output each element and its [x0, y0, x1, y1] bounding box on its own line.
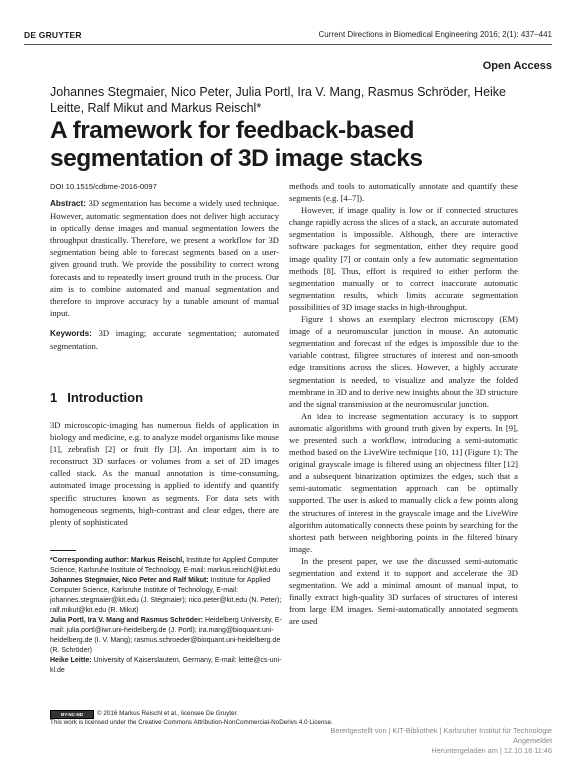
article-title: A framework for feedback-based segmentation of 3D image stacks [50, 117, 423, 172]
keywords-label: Keywords: [50, 328, 92, 338]
footnote: Johannes Stegmaier, Nico Peter and Ralf Mikut: Institute for Applied Computer Science, Karlsruhe Institute of Technology, E-mail: johannes.stegmaier@kit.edu (J. Stegmaier); nico.peter@kit.edu (N. Peter); ralf.mikut@kit.edu (R. Mikut) [50, 577, 282, 614]
download-stamp [232, 726, 552, 756]
doi: DOI 10.1515/cdbme-2016-0097 [50, 182, 157, 191]
abstract-label: Abstract: [50, 199, 86, 208]
right-column [289, 180, 518, 627]
intro-column [50, 419, 279, 528]
body-paragraph: However, if image quality is low or if connected structures change rapidly across the slices of a stack, an accurate automated segmentation is impossible. Although, there are interactive software packages for segmentation, either they require good image quality [7] or contain only a few automatic segmentation methods [8]. Thus, effort is required to either perform the segmentation manually or to correct inaccurate automatic segmentation results, which limits accurate segmentation possibilities of 3D image stacks in high-throughput. [289, 205, 518, 312]
header-divider [24, 44, 552, 45]
license-notice [50, 710, 350, 728]
footnotes [50, 556, 282, 676]
section-number: 1 [50, 390, 58, 405]
keywords-text: 3D imaging; accurate segmentation; automated segmentation. [50, 327, 279, 352]
publisher-name: DE GRUYTER [24, 30, 82, 40]
footnote-divider [50, 550, 76, 551]
abstract [50, 197, 279, 319]
journal-citation: Current Directions in Biomedical Engineering 2016; 2(1): 437–441 [318, 30, 552, 39]
body-paragraph: methods and tools to automatically annotate and quantify these segments (e.g. [4–7]). [289, 181, 518, 204]
body-paragraph: Figure 1 shows an exemplary electron microscopy (EM) image of a neuromuscular junction in mouse. An automatic segmentation and forecast of the edges is impossible due to the variable contrast, filigree structures of interest and non-smooth edge transitions across the slices. However, a highly accurate segmentation is needed, to visualize and analyze the folded membrane in 3D and to derive new insights about the 3D structure and the signal transmission at the neuromuscular junction. [289, 314, 518, 409]
footnote: Julia Portl, Ira V. Mang and Rasmus Schröder: Heidelberg University, E-mail: julia.portl@iwr.uni-heidelberg.de (J. Portl); ira.mang@bioquant.uni-heidelberg.de (I. V. Mang); rasmus.schroeder@bioquant.uni-heidelberg.de (R. Schröder) [50, 617, 282, 654]
body-paragraph: An idea to increase segmentation accuracy is to support automatic algorithms with ground truth given by experts. In [9], we presented such a workflow, introducing a semi-automatic method based on the LiveWire technique [10, 11] (Figure 1): The original grayscale image is filtered using an objectness filter [12] and a subsequent binarization optimizes the edges, such that a semi-automatic segmentation approach can be optimally supported. The user is asked to manually click a few points along the structures of interest in the grayscale image and the LiveWire algorithm automatically connects these points by searching for the shortest path between neighboring points in the filtered binary image. [289, 410, 518, 554]
keywords [50, 327, 279, 352]
cc-license-icon: BY-NC-ND [50, 710, 94, 719]
intro-paragraph: 3D microscopic-imaging has numerous fields of application in biology and medicine, e.g. to analyze model organisms like mouse [1], zebrafish [2] or fruit fly [3]. An important aim is to reconstruct 3D surfaces or volumes from a set of 2D images called stack. As the manual annotation is time-consuming, automated image processing is applied to identify and quantify specific structures known as segments. For data sets with homogeneous segments, high-contrast and clear edges, there are plenty of sophisticated [50, 420, 279, 527]
open-access-label: Open Access [482, 60, 552, 72]
provided-by: Bereitgestellt von | KIT-Bibliothek | Karlsruher Institut für Technologie [330, 726, 552, 735]
abstract-text: 3D segmentation has become a widely used technique. However, automatic segmentation does not deliver high accuracy in optically dense images and manual segmentation lowers the throughput drastically. Therefore, we present a workflow for 3D segmentation being able to forecast segments based on a user-given ground truth. We provide the possibility to correct wrong forecasts and to repeatedly insert ground truth in the process. Our aim is to combine automated and manual segmentation and therefore to improve accuracy by a tunable amount of manual input. [50, 198, 279, 318]
section-title: Introduction [67, 390, 144, 405]
footnote: *Corresponding author: Markus Reischl, Institute for Applied Computer Science, Karlsruhe Institute of Technology, E-mail: markus.reischl@kit.edu [50, 557, 281, 574]
copyright-text: © 2016 Markus Reischl et al., licensee De Gruyter. [97, 710, 239, 717]
license-text: This work is licensed under the Creative Commons Attribution-NonCommercial-NoDerivs 4.0 License. [50, 719, 333, 726]
body-paragraph: In the present paper, we use the discussed semi-automatic segmentation and extend it to support and accelerate the 3D segmentation. We add a minimal amount of manual input, to finally extract high-quality 3D surfaces of structures of interest from large EM images. Semi-automatically annotated segments are used [289, 555, 518, 627]
download-date: Heruntergeladen am | 12.10.16 11:46 [431, 746, 552, 755]
footnote: Heike Leitte: University of Kaiserslautern, Germany, E-mail: leitte@cs-uni-kl.de [50, 657, 282, 674]
author-list: Johannes Stegmaier, Nico Peter, Julia Portl, Ira V. Mang, Rasmus Schröder, Heike Leitte, Ralf Mikut and Markus Reischl* [50, 85, 507, 115]
section-heading [50, 390, 143, 405]
left-column [50, 197, 279, 352]
signed-in: Angemeldet [513, 736, 552, 745]
